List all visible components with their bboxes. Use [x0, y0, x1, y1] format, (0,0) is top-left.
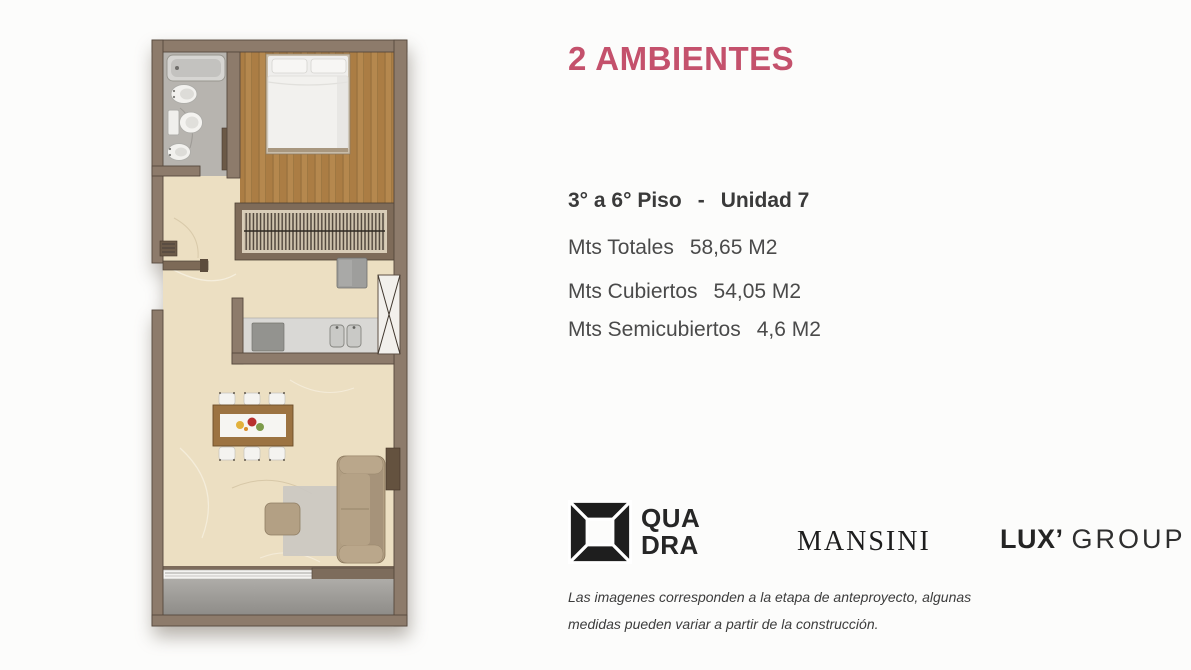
disclaimer-line-2: medidas pueden variar a partir de la construcción.: [568, 616, 879, 632]
measurement-label: Mts Cubiertos: [568, 280, 698, 303]
measurement-value: 54,05 M2: [713, 280, 802, 303]
unit-number: Unidad 7: [720, 189, 810, 212]
disclaimer-line-1: Las imagenes corresponden a la etapa de anteproyecto, algunas: [568, 589, 972, 605]
floor-range: 3° a 6° Piso: [568, 189, 682, 212]
separator: -: [697, 189, 705, 212]
page-title: 2 AMBIENTES: [568, 40, 795, 77]
quadra-wordmark: QUA DRA: [641, 503, 701, 560]
measurement-row-totales: [568, 236, 777, 260]
measurement-label: Mts Semicubiertos: [568, 318, 741, 341]
lux-group-logo: LUX’ GROUP: [1000, 524, 1186, 554]
unit-info: [568, 189, 809, 213]
disclaimer: [568, 584, 971, 638]
measurement-row-cubiertos: [568, 280, 801, 304]
measurement-row-semicubiertos: [568, 318, 821, 342]
measurement-value: 4,6 M2: [756, 318, 821, 341]
quadra-logo: [568, 500, 700, 564]
logos-row: [568, 500, 1186, 572]
quadra-frame-icon: [568, 500, 632, 564]
measurement-value: 58,65 M2: [689, 236, 778, 259]
mansini-logo: MANSINI: [797, 526, 931, 557]
measurement-label: Mts Totales: [568, 236, 674, 259]
